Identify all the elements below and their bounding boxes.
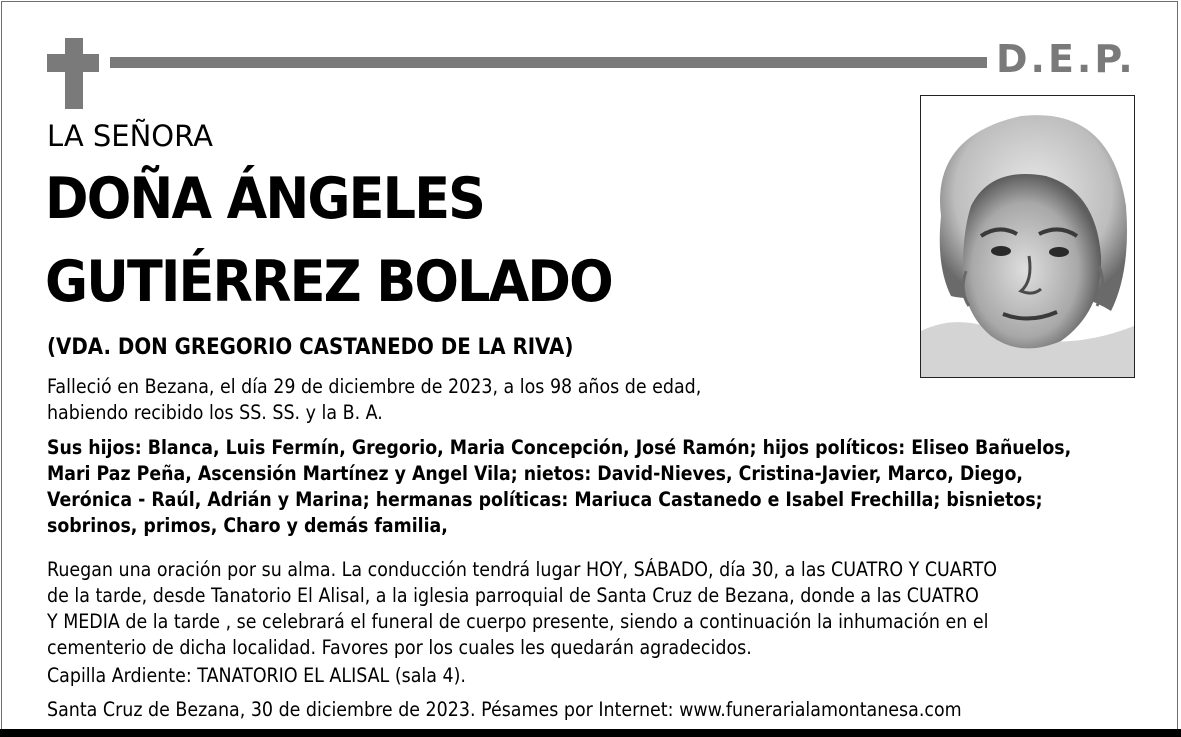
family-line: Mari Paz Peña, Ascensión Martínez y Angel Vila; nietos: David-Nieves, Cristina-Javier, Marco, Diego, bbox=[47, 462, 1023, 485]
closing-line: Santa Cruz de Bezana, 30 de diciembre de 2023. Pésames por Internet: www.funerarialamontanesa.com bbox=[47, 698, 962, 721]
deceased-name-line-2: GUTIÉRREZ BOLADO bbox=[45, 249, 612, 315]
family-list bbox=[47, 435, 1071, 539]
deceased-name-line-1: DOÑA ÁNGELES bbox=[45, 166, 485, 232]
dep-label: D.E.P. bbox=[996, 37, 1136, 81]
cross-horizontal-bar bbox=[47, 54, 99, 72]
ceremony-line: de la tarde, desde Tanatorio El Alisal, a la iglesia parroquial de Santa Cruz de Bezana, donde a las CUATRO bbox=[47, 584, 979, 607]
bottom-border-bar bbox=[0, 729, 1181, 737]
death-notice bbox=[47, 374, 701, 426]
intro-title: LA SEÑORA bbox=[47, 119, 213, 153]
death-notice-line: Falleció en Bezana, el día 29 de diciembre de 2023, a los 98 años de edad, bbox=[47, 375, 702, 398]
widow-of-line: (VDA. DON GREGORIO CASTANEDO DE LA RIVA) bbox=[47, 335, 574, 360]
death-notice-line: habiendo recibido los SS. SS. y la B. A. bbox=[47, 401, 383, 424]
family-line: Verónica - Raúl, Adrián y Marina; hermanas políticas: Mariuca Castanedo e Isabel Frechilla; bisnietos; bbox=[47, 488, 1043, 511]
ceremony-line: Ruegan una oración por su alma. La conducción tendrá lugar HOY, SÁBADO, día 30, a las CUATRO Y CUARTO bbox=[47, 558, 998, 581]
deceased-portrait bbox=[920, 95, 1135, 378]
family-line: Sus hijos: Blanca, Luis Fermín, Gregorio, Maria Concepción, José Ramón; hijos políticos: Eliseo Bañuelos, bbox=[47, 436, 1072, 459]
ceremony-line: cementerio de dicha localidad. Favores por los cuales les quedarán agradecidos. bbox=[47, 636, 752, 659]
ceremony-line: Y MEDIA de la tarde , se celebrará el funeral de cuerpo presente, siendo a continuación la inhumación en el bbox=[47, 610, 989, 633]
portrait-illustration bbox=[921, 96, 1134, 377]
family-line: sobrinos, primos, Charo y demás familia, bbox=[47, 514, 448, 537]
capilla-ardiente: Capilla Ardiente: TANATORIO EL ALISAL (sala 4). bbox=[47, 664, 466, 687]
header-rule bbox=[110, 57, 987, 68]
ceremony-details bbox=[47, 557, 997, 661]
cross-vertical-bar bbox=[65, 38, 83, 109]
